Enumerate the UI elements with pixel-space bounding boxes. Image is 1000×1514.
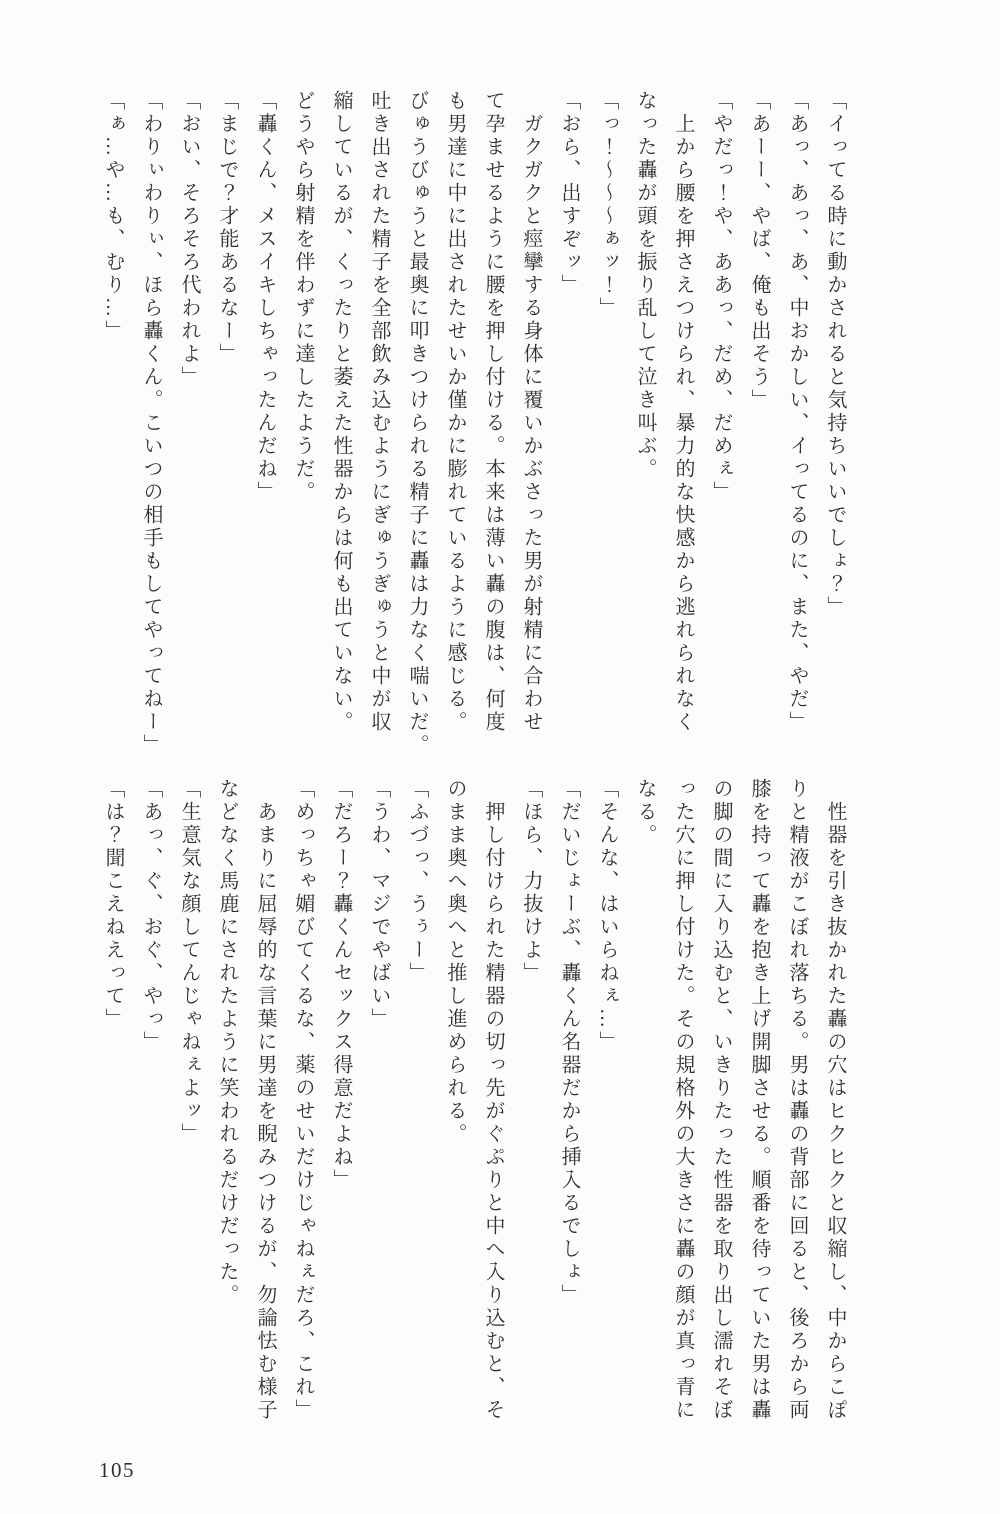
- text-column: 「あっ、ぐ、おぐ、やっ」: [140, 778, 162, 1054]
- text-column: 「うわ、マジでやばい」: [368, 778, 390, 1031]
- text-column: 「イってる時に動かされると気持ちいいでしょ？」: [824, 90, 846, 619]
- vertical-text-block-top: [94, 90, 854, 774]
- text-column: 「そんな、はいらねぇ…」: [596, 778, 618, 1054]
- text-column: 縮しているが、くったりと萎えた性器からは何も出ていない。: [330, 90, 352, 734]
- text-column: 吐き出された精子を全部飲み込むようにぎゅうぎゅうと中が収: [368, 90, 390, 734]
- vertical-text-block-bottom: [94, 778, 854, 1466]
- text-column: なる。: [634, 778, 656, 847]
- text-column: 「やだっ！や、ああっ、だめ、だめぇ」: [710, 90, 732, 504]
- text-column: 「は？聞こえねえって」: [102, 778, 124, 1031]
- text-column: びゅうびゅうと最奥に叩きつけられる精子に轟は力なく喘いだ。: [406, 90, 428, 757]
- text-column: 膝を持って轟を抱き上げ開脚させる。順番を待っていた男は轟: [748, 778, 770, 1422]
- text-column: 「っ！〜〜〜ぁッ！」: [596, 90, 618, 320]
- text-column: 「ほら、力抜けよ」: [520, 778, 542, 985]
- text-column: あまりに屈辱的な言葉に男達を睨みつけるが、勿論怯む様子: [254, 801, 276, 1422]
- text-column: 「だろー？轟くんセックス得意だよね」: [330, 778, 352, 1192]
- text-column: のまま奥へ奥へと推し進められる。: [444, 778, 466, 1146]
- page-number: 105: [99, 1458, 135, 1482]
- text-column: 「わりぃわりぃ、ほら轟くん。こいつの相手もしてやってねー」: [140, 90, 162, 757]
- text-column: 「ぁ…や…も、むり…」: [102, 90, 124, 343]
- text-column: 「おら、出すぞッ」: [558, 90, 580, 297]
- text-column: 「あーー、やば、俺も出そう」: [748, 90, 770, 412]
- text-column: 上から腰を押さえつけられ、暴力的な快感から逃れられなく: [672, 113, 694, 734]
- text-column: 「めっちゃ媚びてくるな、薬のせいだけじゃねぇだろ、これ」: [292, 778, 314, 1422]
- text-column: 「だいじょーぶ、轟くん名器だから挿入るでしょ」: [558, 778, 580, 1307]
- text-column: の脚の間に入り込むと、いきりたった性器を取り出し濡れそぼ: [710, 778, 732, 1422]
- text-column: 「生意気な顔してんじゃねぇよッ」: [178, 778, 200, 1146]
- text-column: ガクガクと痙攣する身体に覆いかぶさった男が射精に合わせ: [520, 113, 542, 734]
- text-column: なった轟が頭を振り乱して泣き叫ぶ。: [634, 90, 656, 481]
- text-column: 「ふづっ、うぅー」: [406, 778, 428, 985]
- text-column: 「轟くん、メスイキしちゃったんだね」: [254, 90, 276, 504]
- text-column: 押し付けられた精器の切っ先がぐぷりと中へ入り込むと、そ: [482, 801, 504, 1422]
- text-column: 「おい、そろそろ代われよ」: [178, 90, 200, 389]
- text-column: 性器を引き抜かれた轟の穴はヒクヒクと収縮し、中からこぽ: [824, 801, 846, 1422]
- text-column: て孕ませるように腰を押し付ける。本来は薄い轟の腹は、何度: [482, 90, 504, 734]
- text-column: 「あっ、あっ、あ、中おかしい、イってるのに、また、やだ」: [786, 90, 808, 734]
- text-column: りと精液がこぼれ落ちる。男は轟の背部に回ると、後ろから両: [786, 778, 808, 1422]
- text-column: った穴に押し付けた。その規格外の大きさに轟の顔が真っ青に: [672, 778, 694, 1422]
- text-column: 「まじで？才能あるなー」: [216, 90, 238, 366]
- text-column: どうやら射精を伴わずに達したようだ。: [292, 90, 314, 504]
- text-column: も男達に中に出されたせいか僅かに膨れているように感じる。: [444, 90, 466, 734]
- text-column: などなく馬鹿にされたように笑われるだけだった。: [216, 778, 238, 1307]
